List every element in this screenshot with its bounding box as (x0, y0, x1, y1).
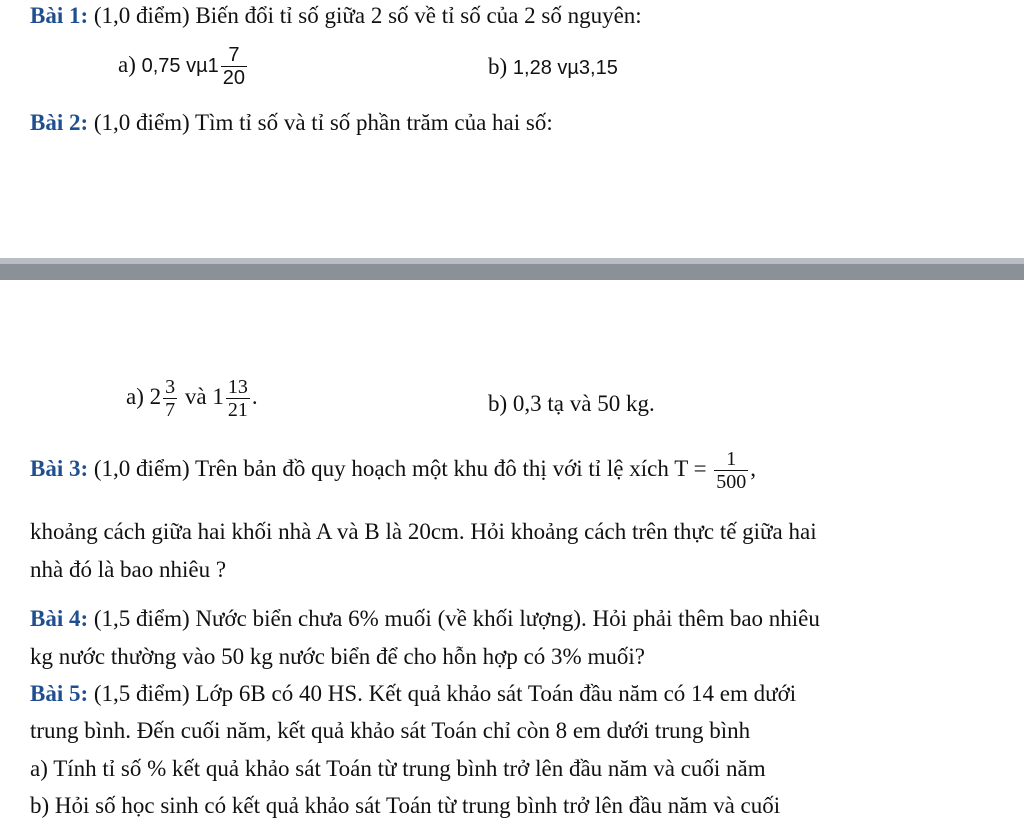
bai3-line2: khoảng cách giữa hai khối nhà A và B là 20cm. Hỏi khoảng cách trên thực tế giữa hai (30, 519, 817, 544)
bai2-a-mid: và 1 (184, 383, 224, 409)
bai3-text1: (1,0 điểm) Trên bản đồ quy hoạch một khu đô thị với tỉ lệ xích T = (93, 455, 707, 481)
bai3-scale-denominator: 500 (716, 471, 747, 493)
bai1-a-fraction (221, 44, 247, 89)
bai1-a-numerator: 7 (228, 44, 240, 66)
bai2-a-fraction1 (163, 376, 177, 421)
bai2-b-label: b) (488, 391, 508, 416)
bai5-line2: trung bình. Đến cuối năm, kết quả khảo sát Toán chỉ còn 8 em dưới trung bình (30, 718, 751, 743)
bai1-heading (30, 2, 642, 30)
bai5-heading (30, 680, 796, 708)
bai2-a-fraction2 (226, 376, 250, 421)
bai1-b-text: 1,28 vµ3,15 (512, 57, 618, 79)
bai1-part-b (488, 53, 618, 82)
bai1-part-a (118, 44, 249, 89)
bai2-heading (30, 109, 553, 137)
bai2-a-den2: 21 (227, 399, 248, 421)
bai5-line3: a) Tính tỉ số % kết quả khảo sát Toán từ trung bình trở lên đầu năm và cuối năm (30, 756, 766, 781)
bai5-line4: b) Hỏi số học sinh có kết quả khảo sát Toán từ trung bình trở lên đầu năm và cuối (30, 793, 781, 818)
bai1-a-prefix: 0,75 vµ1 (141, 54, 219, 77)
bai2-label: Bài 2: (30, 110, 89, 135)
bai1-b-label: b) (488, 54, 508, 79)
bai1-label: Bài 1: (30, 3, 89, 28)
bai2-a-num1: 3 (165, 376, 176, 398)
bai2-b-text: 0,3 tạ và 50 kg. (512, 391, 655, 416)
bai2-a-whole1: 2 (149, 383, 162, 409)
bai3-scale-fraction (714, 448, 748, 493)
bai4-label: Bài 4: (30, 606, 89, 631)
bai5-text1: (1,5 điểm) Lớp 6B có 40 HS. Kết quả khảo sát Toán đầu năm có 14 em dưới (93, 681, 797, 706)
bai4-line2: kg nước thường vào 50 kg nước biển để cho hỗn hợp có 3% muối? (30, 644, 645, 669)
bai2-a-num2: 13 (227, 376, 248, 398)
bai1-a-label: a) (118, 51, 136, 77)
bai4-text1: (1,5 điểm) Nước biển chưa 6% muối (về khối lượng). Hỏi phải thêm bao nhiêu (93, 606, 820, 631)
bai1-text: (1,0 điểm) Biến đổi tỉ số giữa 2 số về tỉ số của 2 số nguyên: (93, 3, 642, 28)
bai3-scale-numerator: 1 (726, 448, 737, 470)
bai2-part-a (126, 376, 258, 421)
bai3-label: Bài 3: (30, 455, 89, 481)
bai1-a-denominator: 20 (222, 67, 246, 89)
bai2-a-end: . (251, 383, 258, 409)
bai2-a-label: a) (126, 383, 144, 409)
bai5-label: Bài 5: (30, 681, 89, 706)
bai3-heading (30, 448, 756, 493)
bai2-part-b (488, 390, 655, 418)
bai3-line3: nhà đó là bao nhiêu ? (30, 557, 227, 582)
bai2-text: (1,0 điểm) Tìm tỉ số và tỉ số phần trăm của hai số: (93, 110, 553, 135)
bai2-a-den1: 7 (165, 399, 176, 421)
page-break-divider (0, 264, 1024, 280)
bai4-heading (30, 605, 820, 633)
bai3-end: , (750, 455, 757, 481)
